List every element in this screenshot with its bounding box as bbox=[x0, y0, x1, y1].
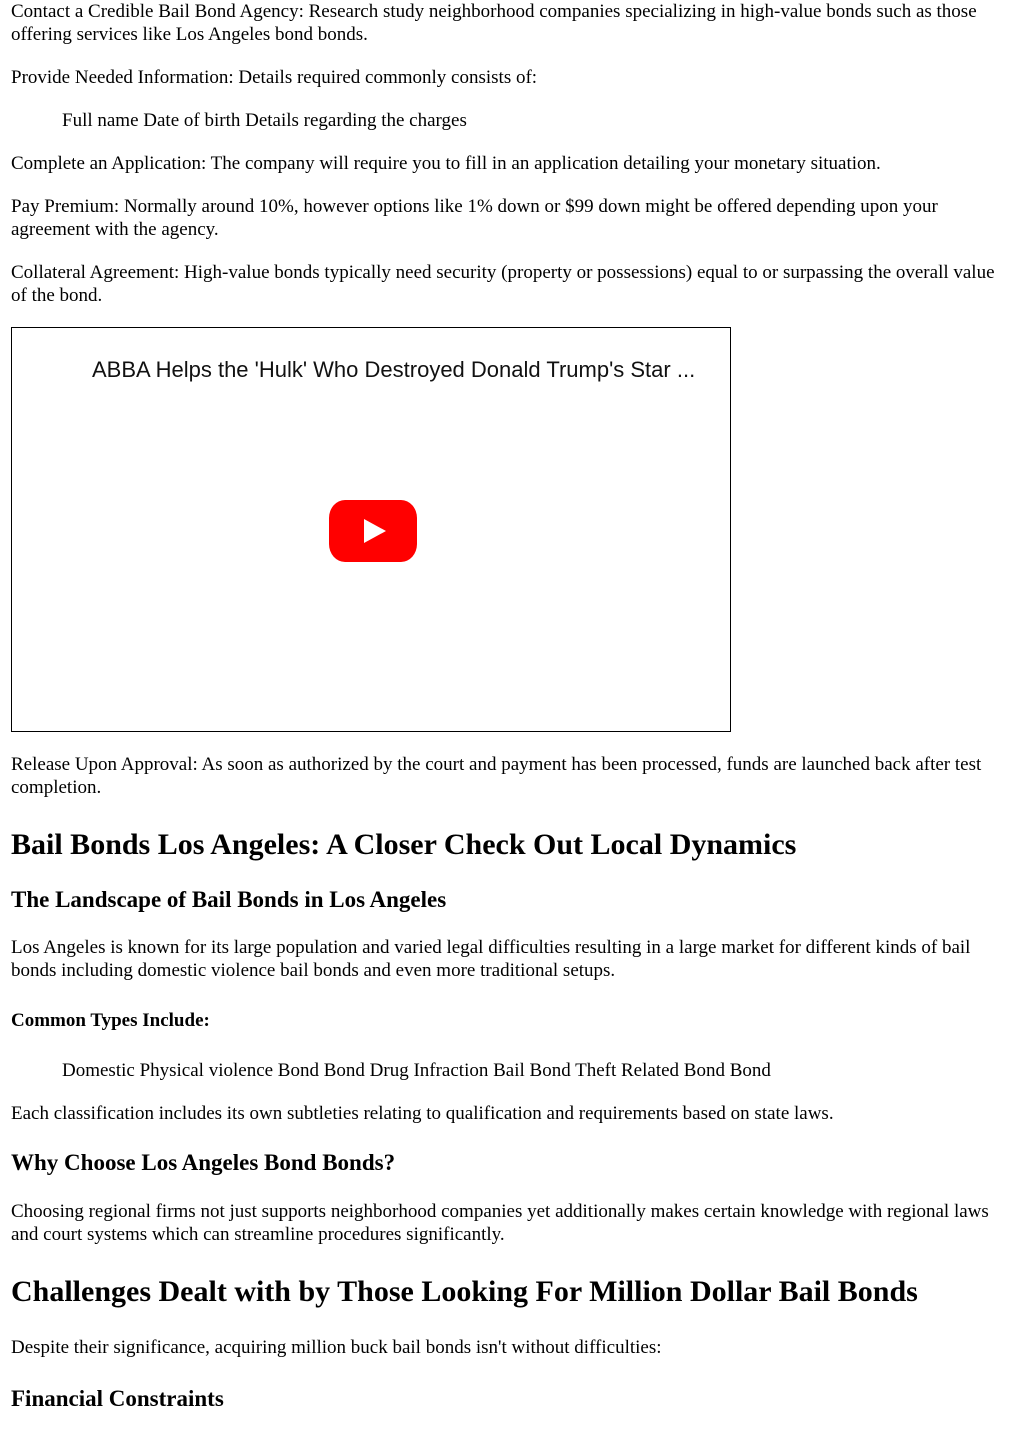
play-button[interactable] bbox=[329, 500, 417, 562]
paragraph-challenges-intro: Despite their significance, acquiring million buck bail bonds isn't without difficulties: bbox=[11, 1337, 662, 1358]
paragraph-release-approval: Release Upon Approval: As soon as authorized by the court and payment has been processed, funds are launched back after test completion. bbox=[11, 754, 982, 798]
video-title[interactable]: ABBA Helps the 'Hulk' Who Destroyed Donald Trump's Star ... bbox=[92, 357, 696, 382]
subheading-landscape: The Landscape of Bail Bonds in Los Angeles bbox=[11, 887, 447, 912]
list-required-details: Full name Date of birth Details regarding the charges bbox=[62, 110, 467, 131]
subheading-financial-constraints: Financial Constraints bbox=[11, 1386, 224, 1411]
paragraph-why-choose: Choosing regional firms not just supports neighborhood companies yet additionally makes certain knowledge with regional laws and court systems which can streamline procedures significantly. bbox=[11, 1201, 989, 1245]
video-embed[interactable] bbox=[11, 327, 731, 732]
subheading-common-types: Common Types Include: bbox=[11, 1010, 210, 1031]
section-heading-local-dynamics: Bail Bonds Los Angeles: A Closer Check Out Local Dynamics bbox=[11, 828, 797, 861]
paragraph-landscape: Los Angeles is known for its large population and varied legal difficulties resulting in a large market for different kinds of bail bonds including domestic violence bail bonds and even more traditional setups. bbox=[11, 937, 971, 981]
paragraph-contact-agency: Contact a Credible Bail Bond Agency: Research study neighborhood companies specializing in high-value bonds such as those offering services like Los Angeles bond bonds. bbox=[11, 1, 977, 45]
paragraph-provide-information: Provide Needed Information: Details required commonly consists of: bbox=[11, 67, 538, 88]
paragraph-pay-premium: Pay Premium: Normally around 10%, however options like 1% down or $99 down might be offered depending upon your agreement with the agency. bbox=[11, 196, 938, 240]
play-icon bbox=[364, 519, 386, 543]
list-common-types: Domestic Physical violence Bond Bond Drug Infraction Bail Bond Theft Related Bond Bond bbox=[62, 1060, 771, 1081]
paragraph-complete-application: Complete an Application: The company will require you to fill in an application detailing your monetary situation. bbox=[11, 153, 881, 174]
paragraph-classification: Each classification includes its own subtleties relating to qualification and requirements based on state laws. bbox=[11, 1103, 834, 1124]
subheading-why-choose: Why Choose Los Angeles Bond Bonds? bbox=[11, 1150, 396, 1175]
paragraph-collateral-agreement: Collateral Agreement: High-value bonds typically need security (property or possessions) equal to or surpassing the overall value of the bond. bbox=[11, 262, 995, 306]
section-heading-challenges: Challenges Dealt with by Those Looking For Million Dollar Bail Bonds bbox=[11, 1275, 918, 1308]
